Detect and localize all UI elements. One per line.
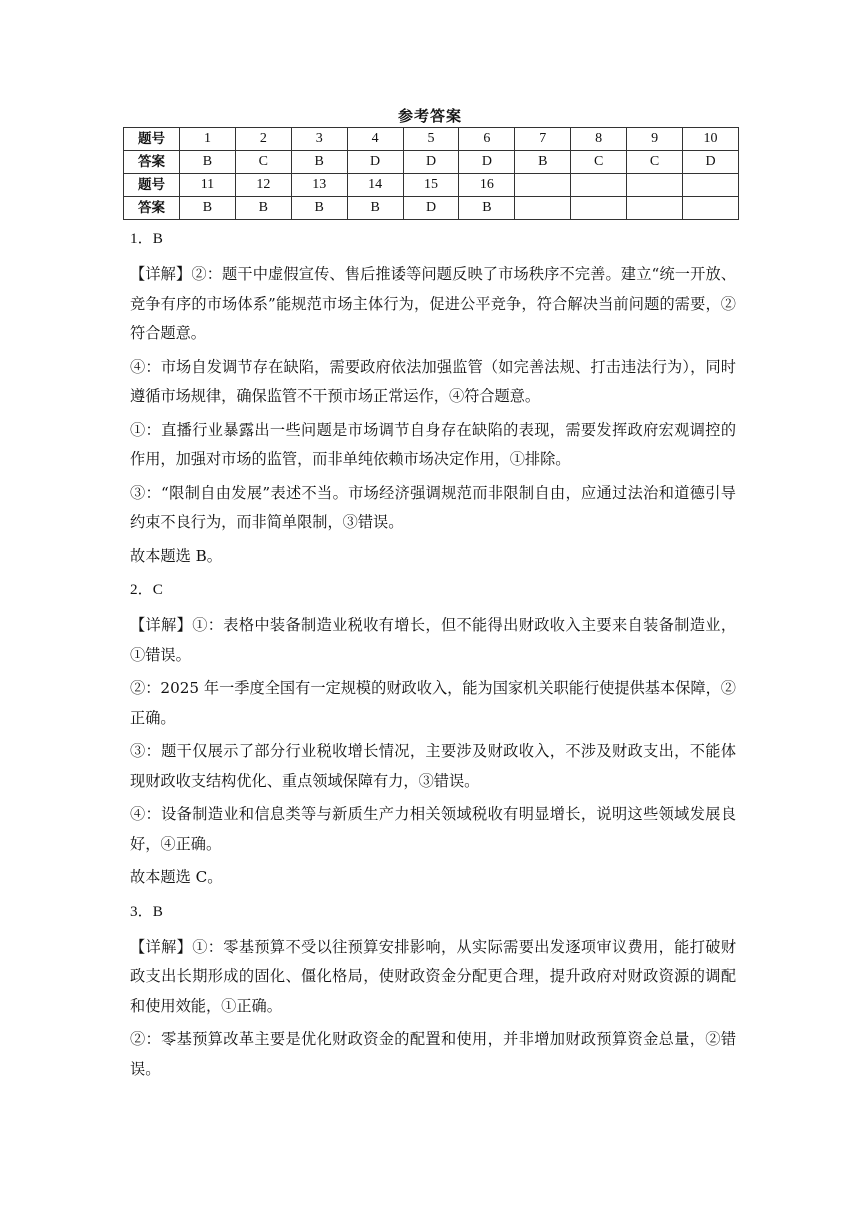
row-label: 题号: [124, 174, 180, 197]
table-cell: 8: [571, 128, 627, 151]
explanation-paragraph: ③：“限制自由发展”表述不当。市场经济强调规范而非限制自由，应通过法治和道德引导约束不良行为，而非简单限制，③错误。: [130, 483, 736, 531]
explanation-paragraph: 【详解】②：题干中虚假宣传、售后推诿等问题反映了市场秩序不完善。建立“统一开放、竞争有序的市场体系”能规范市场主体行为，促进公平竞争，符合解决当前问题的需要，②符合题意。: [130, 265, 736, 342]
table-cell: 15: [403, 174, 459, 197]
table-cell: D: [683, 151, 739, 174]
table-cell: 9: [627, 128, 683, 151]
table-cell: 3: [291, 128, 347, 151]
table-row: [124, 128, 739, 151]
table-cell: 12: [235, 174, 291, 197]
explanation-paragraph: ④：市场自发调节存在缺陷，需要政府依法加强监管（如完善法规、打击违法行为），同时遵循市场规律，确保监管不干预市场正常运作，④符合题意。: [130, 357, 736, 405]
row-label: 答案: [124, 197, 180, 220]
table-cell: B: [459, 197, 515, 220]
explanation-paragraph: 【详解】①：零基预算不受以往预算安排影响，从实际需要出发逐项审议费用，能打破财政支出长期形成的固化、僵化格局，使财政资金分配更合理，提升政府对财政资源的调配和使用效能，①正确。: [130, 937, 736, 1015]
table-cell: [515, 174, 571, 197]
table-cell: [627, 197, 683, 220]
table-cell: 13: [291, 174, 347, 197]
table-cell: D: [459, 151, 515, 174]
table-cell: [571, 197, 627, 220]
table-cell: D: [403, 151, 459, 174]
table-cell: [683, 174, 739, 197]
row-label: 答案: [124, 151, 180, 174]
table-cell: [571, 174, 627, 197]
table-cell: C: [571, 151, 627, 174]
table-row: [124, 174, 739, 197]
table-cell: 5: [403, 128, 459, 151]
table-cell: B: [235, 197, 291, 220]
table-cell: 2: [235, 128, 291, 151]
explanation-paragraph: ①：直播行业暴露出一些问题是市场调节自身存在缺陷的表现，需要发挥政府宏观调控的作用，加强对市场的监管，而非单纯依赖市场决定作用，①排除。: [130, 420, 736, 468]
explanation-paragraph: ④：设备制造业和信息类等与新质生产力相关领域税收有明显增长，说明这些领域发展良好，④正确。: [130, 805, 736, 853]
table-cell: 4: [347, 128, 403, 151]
table-cell: B: [347, 197, 403, 220]
question-heading: 2．C: [130, 581, 163, 598]
explanation-paragraph: ②：零基预算改革主要是优化财政资金的配置和使用，并非增加财政预算资金总量，②错误。: [130, 1030, 736, 1078]
table-cell: B: [291, 197, 347, 220]
table-row: [124, 151, 739, 174]
answer-table: [123, 127, 739, 220]
table-cell: 10: [683, 128, 739, 151]
table-row: [124, 197, 739, 220]
table-cell: 14: [347, 174, 403, 197]
table-cell: 7: [515, 128, 571, 151]
table-cell: B: [180, 151, 236, 174]
table-cell: B: [180, 197, 236, 220]
table-cell: [683, 197, 739, 220]
question-heading: 1．B: [130, 230, 163, 247]
table-cell: 6: [459, 128, 515, 151]
explanations: [130, 227, 736, 1091]
explanation-paragraph: 故本题选 B。: [130, 546, 222, 565]
explanation-paragraph: 故本题选 C。: [130, 868, 223, 886]
row-label: 题号: [124, 128, 180, 151]
table-cell: [515, 197, 571, 220]
table-cell: B: [515, 151, 571, 174]
explanation-paragraph: ③：题干仅展示了部分行业税收增长情况，主要涉及财政收入，不涉及财政支出，不能体现财政收支结构优化、重点领域保障有力，③错误。: [130, 742, 736, 790]
table-cell: [627, 174, 683, 197]
table-cell: C: [235, 151, 291, 174]
explanation-paragraph: 【详解】①：表格中装备制造业税收有增长，但不能得出财政收入主要来自装备制造业，①错误。: [130, 616, 736, 664]
table-cell: B: [291, 151, 347, 174]
question-heading: 3．B: [130, 902, 163, 920]
table-cell: D: [347, 151, 403, 174]
table-cell: C: [627, 151, 683, 174]
page-title: 参考答案: [397, 107, 462, 125]
explanation-paragraph: ②：2025 年一季度全国有一定规模的财政收入，能为国家机关职能行使提供基本保障，②正确。: [130, 679, 736, 727]
table-cell: 11: [180, 174, 236, 197]
table-cell: 1: [180, 128, 236, 151]
table-cell: 16: [459, 174, 515, 197]
table-cell: D: [403, 197, 459, 220]
